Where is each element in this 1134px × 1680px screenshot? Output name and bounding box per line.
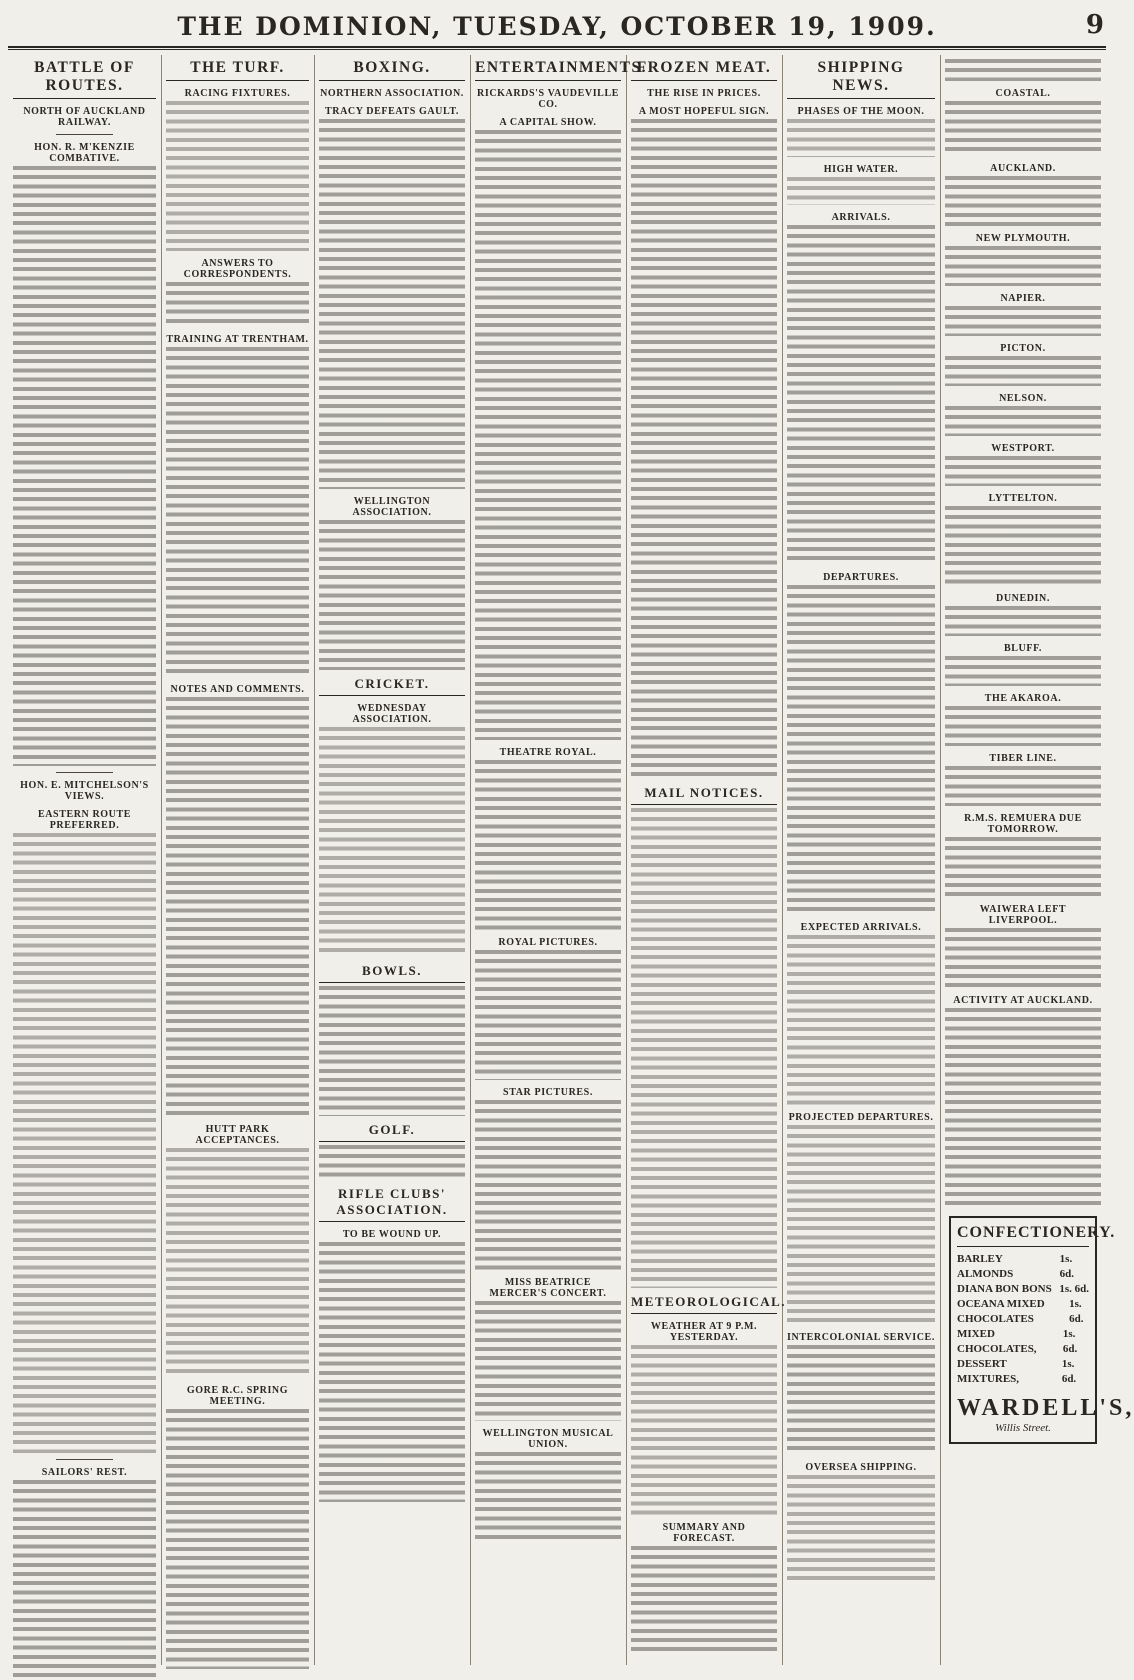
section-head: THE AKAROA. [984, 693, 1062, 704]
section-head: AUCKLAND. [990, 163, 1056, 174]
advert-item [957, 1252, 1089, 1282]
column-battle-of-routes [8, 55, 162, 1665]
section-head: SAILORS' REST. [41, 1467, 128, 1478]
article-body [475, 1301, 621, 1421]
weather-list [631, 1345, 777, 1515]
item-name: BARLEY ALMONDS [957, 1253, 1014, 1280]
column-heading: BOXING. [319, 55, 465, 81]
section-head: SUMMARY AND FORECAST. [662, 1522, 746, 1544]
section-head: COASTAL. [995, 88, 1051, 99]
item-name: OCEANA MIXED CHOCOLATES [957, 1298, 1045, 1325]
section-head: NOTES AND COMMENTS. [170, 684, 305, 695]
item-price: 1s. 6d. [1062, 1328, 1078, 1355]
item-price: 1s. 6d. [1069, 1298, 1084, 1325]
article-body [945, 1008, 1101, 1208]
article-body [475, 130, 621, 740]
section-head: ROYAL PICTURES. [498, 937, 598, 948]
section-head: STAR PICTURES. [503, 1087, 593, 1098]
column-boxing [314, 55, 471, 1665]
section-head: TIBER LINE. [989, 753, 1057, 764]
article-body [945, 101, 1101, 156]
departures-list [787, 585, 935, 915]
item-price: 1s. 6d. [1059, 1283, 1089, 1295]
section-head: WEDNESDAY ASSOCIATION. [352, 703, 432, 725]
article-body [475, 1452, 621, 1542]
section-head: INTERCOLONIAL SERVICE. [787, 1332, 935, 1343]
article-body [945, 766, 1101, 806]
article-body [945, 928, 1101, 988]
article-body [475, 950, 621, 1080]
section-head: THEATRE ROYAL. [499, 747, 597, 758]
article-body [319, 1242, 465, 1502]
mail-list [631, 808, 777, 1288]
expected-list [787, 935, 935, 1105]
section-head: PHASES OF THE MOON. [797, 106, 925, 117]
advert-item [957, 1282, 1089, 1297]
advert-street: Willis Street. [995, 1422, 1051, 1434]
section-head: EASTERN ROUTE PREFERRED. [37, 809, 132, 831]
masthead-rule [8, 49, 1106, 50]
article-body [166, 282, 309, 327]
article-body [319, 1145, 465, 1180]
fixtures-list [166, 101, 309, 251]
section-head: TRACY DEFEATS GAULT. [325, 106, 459, 117]
section-head: HUTT PARK ACCEPTANCES. [195, 1124, 280, 1146]
article-body [166, 347, 309, 677]
advert-brand: WARDELL'S, [957, 1395, 1134, 1421]
article-body [166, 1409, 309, 1669]
column-the-turf [161, 55, 315, 1665]
section-heading: BOWLS. [319, 959, 465, 983]
article-body [319, 986, 465, 1116]
article-body [945, 356, 1101, 386]
section-head: A CAPITAL SHOW. [499, 117, 597, 128]
section-head: PROJECTED DEPARTURES. [788, 1112, 934, 1123]
article-body [475, 760, 621, 930]
section-head: NEW PLYMOUTH. [975, 233, 1071, 244]
section-head: OVERSEA SHIPPING. [805, 1462, 917, 1473]
article-body [945, 606, 1101, 636]
article-body [945, 246, 1101, 286]
section-heading: GOLF. [319, 1118, 465, 1142]
section-head: BLUFF. [1004, 643, 1042, 654]
section-head: DEPARTURES. [823, 572, 899, 583]
section-head: RACING FIXTURES. [184, 88, 291, 99]
section-head: WESTPORT. [991, 443, 1055, 454]
section-head: NORTHERN ASSOCIATION. [320, 88, 464, 99]
article-body [631, 1546, 777, 1656]
section-head: HON. R. M'KENZIE COMBATIVE. [34, 142, 135, 164]
column-shipping-continued [940, 55, 1134, 1665]
article-body [945, 706, 1101, 746]
advert-title: CONFECTIONERY. [957, 1224, 1089, 1247]
section-head: WELLINGTON MUSICAL UNION. [482, 1428, 614, 1450]
column-frozen-meat [626, 55, 787, 1665]
article-body [945, 59, 1101, 81]
section-head: WEATHER AT 9 P.M. YESTERDAY. [650, 1321, 758, 1343]
article-body [945, 306, 1101, 336]
section-head: GORE R.C. SPRING MEETING. [186, 1385, 289, 1407]
section-head: ANSWERS TO CORRESPONDENTS. [183, 258, 292, 280]
confectionery-advert [949, 1216, 1134, 1444]
section-head: A MOST HOPEFUL SIGN. [638, 106, 770, 117]
article-body [13, 1480, 156, 1680]
section-head: EXPECTED ARRIVALS. [800, 922, 922, 933]
section-head: THE RISE IN PRICES. [647, 88, 761, 99]
article-body [945, 837, 1101, 897]
item-name: DIANA BON BONS [957, 1283, 1052, 1295]
article-body [319, 119, 465, 489]
article-body [319, 520, 465, 670]
article-body [787, 1345, 935, 1455]
article-body [319, 727, 465, 957]
article-body [945, 176, 1101, 226]
section-head: MISS BEATRICE MERCER'S CONCERT. [489, 1277, 607, 1299]
columns [8, 55, 1134, 1667]
article-body [475, 1100, 621, 1270]
section-head: PICTON. [1000, 343, 1046, 354]
article-body [166, 1148, 309, 1378]
projected-list [787, 1125, 935, 1325]
article-body [13, 833, 156, 1453]
item-name: DESSERT MIXTURES, [957, 1358, 1020, 1385]
section-head: NAPIER. [1000, 293, 1046, 304]
item-price: 1s. 6d. [1059, 1253, 1075, 1280]
section-head: ACTIVITY AT AUCKLAND. [953, 995, 1093, 1006]
article-body [166, 697, 309, 1117]
section-heading: RIFLE CLUBS' ASSOCIATION. [319, 1182, 465, 1222]
advert-item [957, 1357, 1089, 1387]
page-number: 9 [1085, 10, 1104, 40]
moon-table [787, 119, 935, 157]
masthead-title: THE DOMINION, TUESDAY, OCTOBER 19, 1909. [177, 12, 937, 41]
column-entertainments [470, 55, 647, 1665]
tide-table [787, 177, 935, 205]
section-head: NELSON. [999, 393, 1047, 404]
section-heading: CRICKET. [319, 672, 465, 696]
item-price: 1s. 6d. [1061, 1358, 1077, 1385]
section-head: TRAINING AT TRENTHAM. [166, 334, 309, 345]
section-head: RICKARDS'S VAUDEVILLE CO. [477, 88, 619, 110]
section-head: TO BE WOUND UP. [342, 1229, 442, 1240]
section-head: DUNEDIN. [996, 593, 1050, 604]
column-heading: FROZEN MEAT. [631, 55, 777, 81]
article-body [945, 656, 1101, 686]
section-head: HON. E. MITCHELSON'S VIEWS. [20, 780, 149, 802]
column-heading: SHIPPING NEWS. [787, 55, 935, 99]
section-heading: METEOROLOGICAL. [631, 1290, 777, 1314]
oversea-list [787, 1475, 935, 1585]
article-body [13, 166, 156, 766]
article-body [945, 406, 1101, 436]
section-head: WAIWERA LEFT LIVERPOOL. [979, 904, 1067, 926]
masthead [8, 6, 1106, 48]
section-head: HIGH WATER. [823, 164, 899, 175]
article-body [631, 119, 777, 779]
column-heading: BATTLE OF ROUTES. [13, 55, 156, 99]
section-head: WELLINGTON ASSOCIATION. [352, 496, 432, 518]
column-shipping-news [782, 55, 941, 1665]
section-heading: MAIL NOTICES. [631, 781, 777, 805]
column-heading: ENTERTAINMENTS. [475, 55, 621, 81]
article-body [945, 456, 1101, 486]
advert-item [957, 1297, 1089, 1327]
article-body [945, 506, 1101, 586]
section-head: ARRIVALS. [831, 212, 891, 223]
section-head: R.M.S. REMUERA DUE TOMORROW. [964, 813, 1082, 835]
item-name: MIXED CHOCOLATES, [957, 1328, 1037, 1355]
section-head: LYTTELTON. [988, 493, 1058, 504]
arrivals-list [787, 225, 935, 565]
section-head: NORTH OF AUCKLAND RAILWAY. [23, 106, 146, 128]
column-heading: THE TURF. [166, 55, 309, 81]
advert-item [957, 1327, 1089, 1357]
